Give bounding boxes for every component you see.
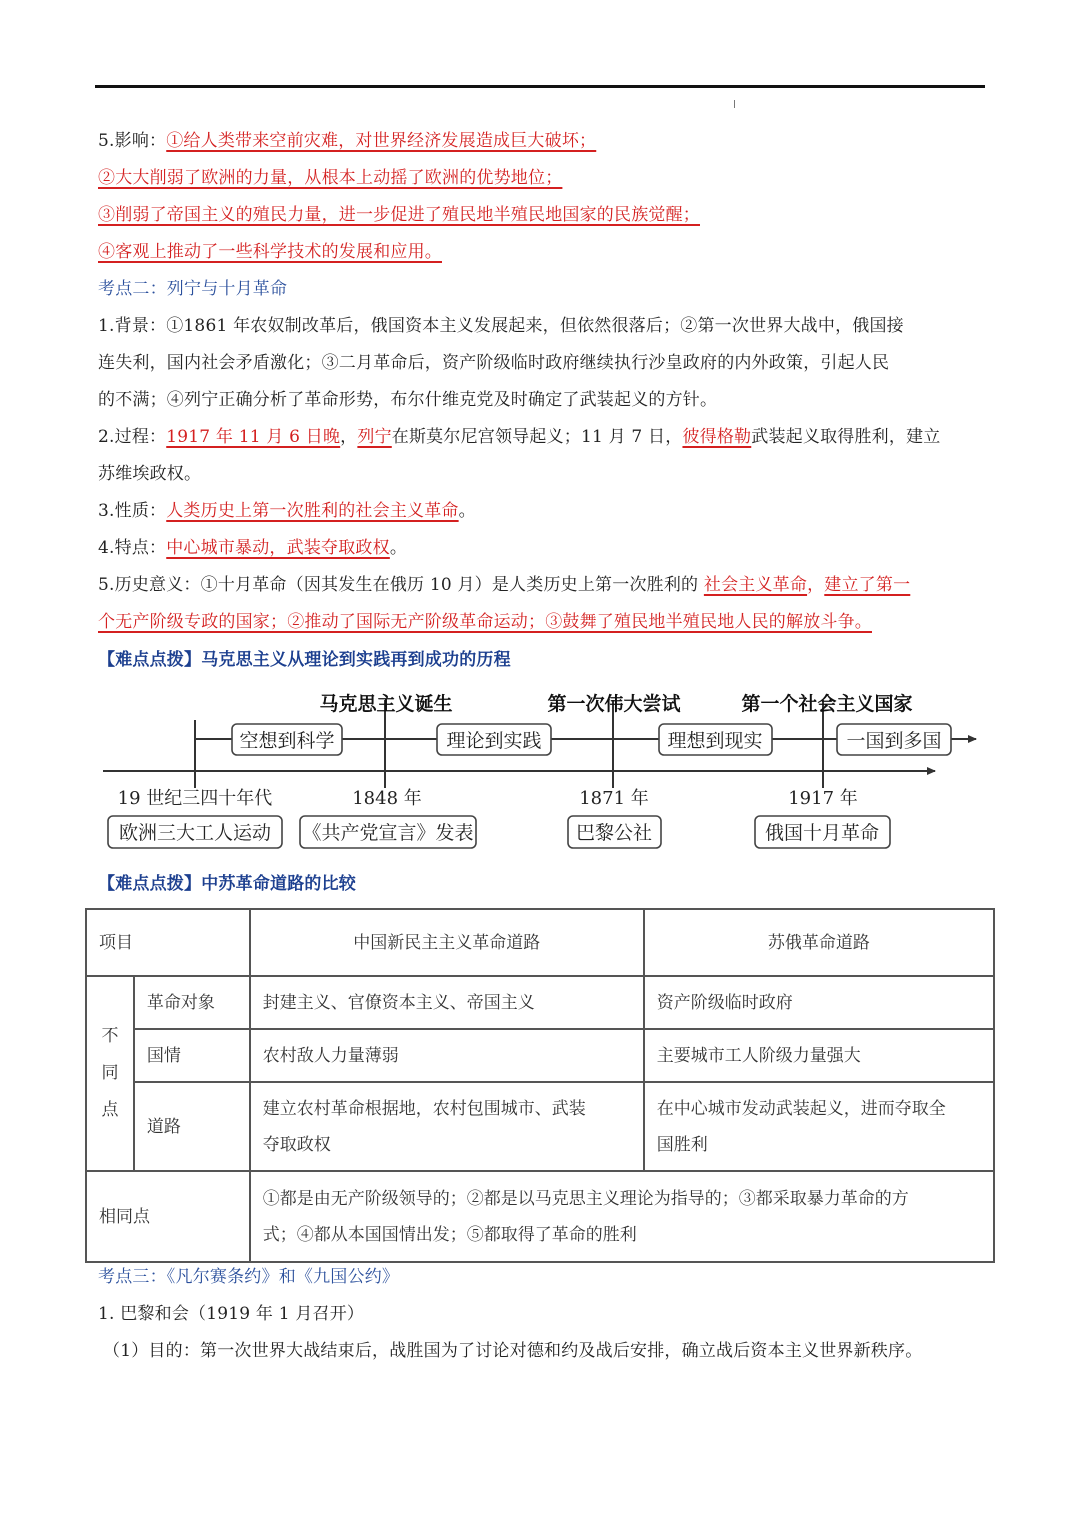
background-line-2: 连失利，国内社会矛盾激化；③二月革命后，资产阶级临时政府继续执行沙皇政府的内外政策，引起人民 xyxy=(98,353,890,373)
process-person: 列宁 xyxy=(357,427,392,447)
row-china: 农村敌人力量薄弱 xyxy=(250,1029,644,1082)
feature-line: 4.特点：中心城市暴动，武装夺取政权。 xyxy=(98,538,408,558)
header-mark xyxy=(734,100,735,108)
section-title-kp3: 考点三：《凡尔赛条约》和《九国公约》 xyxy=(98,1267,400,1287)
table-row xyxy=(86,1082,994,1171)
significance-term: 社会主义革命 xyxy=(703,575,808,595)
impact-line-4 xyxy=(98,234,988,271)
impact-line-2 xyxy=(98,160,988,197)
table-row-same xyxy=(86,1171,994,1262)
event-label: 巴黎公社 xyxy=(575,822,653,844)
impact-line-1: 5.影响：①给人类带来空前灾难，对世界经济发展造成巨大破坏； xyxy=(98,131,597,151)
impact-item: ①给人类带来空前灾难，对世界经济发展造成巨大破坏； xyxy=(166,131,597,151)
section-title-diff2: 【难点点拨】中苏革命道路的比较 xyxy=(98,874,356,894)
row-russia: 资产阶级临时政府 xyxy=(644,976,994,1029)
stage-label: 理想到现实 xyxy=(667,730,763,752)
diff-label: 不 同 点 xyxy=(86,976,134,1171)
row-name: 国情 xyxy=(134,1029,250,1082)
milestone-label: 第一个社会主义国家 xyxy=(741,693,913,715)
stage-label: 一国到多国 xyxy=(846,730,942,752)
stage-label: 空想到科学 xyxy=(239,730,335,752)
header-item: 项目 xyxy=(86,909,250,976)
nature-value: 人类历史上第一次胜利的社会主义革命 xyxy=(166,501,459,521)
table-row xyxy=(86,976,994,1029)
impact-item: ③削弱了帝国主义的殖民力量，进一步促进了殖民地半殖民地国家的民族觉醒； xyxy=(98,205,700,225)
table-row xyxy=(86,1029,994,1082)
milestone-label: 第一次伟大尝试 xyxy=(547,693,681,715)
process-line-1: 2.过程：1917 年 11 月 6 日晚，列宁在斯莫尔尼宫领导起义；11 月 7 日，彼得格勒武装起义取得胜利，建立 xyxy=(98,427,941,447)
row-name: 道路 xyxy=(134,1082,250,1171)
background-line-3: 的不满；④列宁正确分析了革命形势，布尔什维克党及时确定了武装起义的方针。 xyxy=(98,390,718,410)
stage-label: 理论到实践 xyxy=(446,730,542,752)
section-title-diff1: 【难点点拨】马克思主义从理论到实践再到成功的历程 xyxy=(98,650,511,670)
milestone-label: 马克思主义诞生 xyxy=(319,693,453,715)
nature-line: 3.性质：人类历史上第一次胜利的社会主义革命。 xyxy=(98,501,476,521)
same-label: 相同点 xyxy=(86,1171,250,1262)
row-russia: 主要城市工人阶级力量强大 xyxy=(644,1029,994,1082)
process-line-2: 苏维埃政权。 xyxy=(98,464,202,484)
event-label: 《共产党宣言》发表 xyxy=(302,822,474,844)
header-russia: 苏俄革命道路 xyxy=(644,909,994,976)
feature-value: 中心城市暴动，武装夺取政权 xyxy=(166,538,390,558)
marxism-timeline xyxy=(0,680,1080,860)
process-city: 彼得格勒 xyxy=(682,427,752,447)
section-title-kp2: 考点二：列宁与十月革命 xyxy=(98,279,288,299)
significance-line-2: 个无产阶级专政的国家；②推动了国际无产阶级革命运动；③鼓舞了殖民地半殖民地人民的解放斗争。 xyxy=(98,612,872,632)
year-label: 1917 年 xyxy=(788,788,858,809)
row-russia: 在中心城市发动武装起义，进而夺取全 国胜利 xyxy=(644,1082,994,1171)
row-china: 建立农村革命根据地，农村包围城市、武装 夺取政权 xyxy=(250,1082,644,1171)
row-name: 革命对象 xyxy=(134,976,250,1029)
header-china: 中国新民主主义革命道路 xyxy=(250,909,644,976)
paris-conference-line: 1. 巴黎和会（1919 年 1 月召开） xyxy=(98,1304,365,1324)
same-content: ①都是由无产阶级领导的；②都是以马克思主义理论为指导的；③都采取暴力革命的方 式；④都从本国国情出发；⑤都取得了革命的胜利 xyxy=(250,1171,994,1262)
impact-item: ②大大削弱了欧洲的力量，从根本上动摇了欧洲的优势地位； xyxy=(98,168,563,188)
comparison-table xyxy=(85,908,995,1263)
process-date: 1917 年 11 月 6 日晚 xyxy=(166,427,341,447)
event-label: 欧洲三大工人运动 xyxy=(118,822,272,844)
year-label: 1871 年 xyxy=(579,788,649,809)
year-label: 19 世纪三四十年代 xyxy=(117,788,273,809)
background-line-1: 1.背景：①1861 年农奴制改革后，俄国资本主义发展起来，但依然很落后；②第一次世界大战中，俄国接 xyxy=(98,316,904,336)
event-label: 俄国十月革命 xyxy=(764,822,880,844)
year-label: 1848 年 xyxy=(352,788,422,809)
impact-line-3 xyxy=(98,197,988,234)
header-rule xyxy=(95,85,985,88)
purpose-line: （1）目的：第一次世界大战结束后，战胜国为了讨论对德和约及战后安排，确立战后资本主义世界新秩序。 xyxy=(103,1341,923,1361)
row-china: 封建主义、官僚资本主义、帝国主义 xyxy=(250,976,644,1029)
impact-item: ④客观上推动了一些科学技术的发展和应用。 xyxy=(98,242,442,262)
significance-line-1: 5.历史意义：①十月革命（因其发生在俄历 10 月）是人类历史上第一次胜利的 社会主义革命，建立了第一 xyxy=(98,575,911,595)
table-header-row xyxy=(86,909,994,976)
